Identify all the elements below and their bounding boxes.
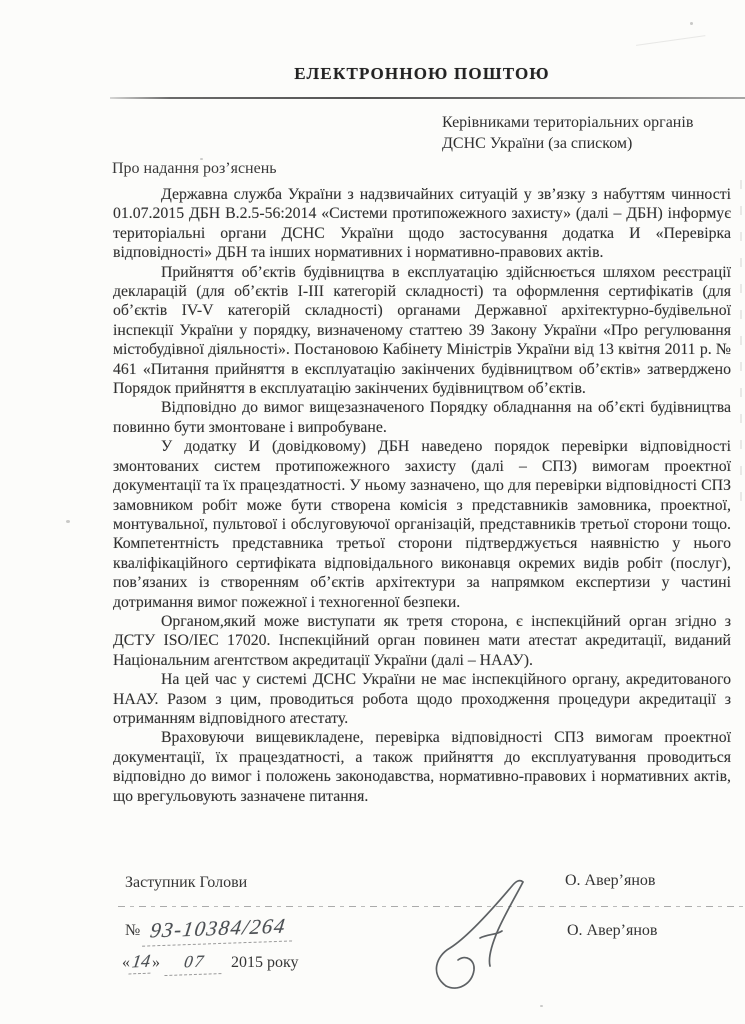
scan-edge-noise	[740, 180, 742, 510]
body-paragraphs	[113, 185, 731, 806]
scan-speck	[540, 1005, 543, 1007]
signer-name: О. Авер’янов	[565, 872, 656, 889]
addressee-block	[442, 112, 732, 154]
paragraph: Відповідно до вимог вищезазначеного Порядку обладнання на об’єкті будівництва повинно бути змонтоване і випробуване.	[113, 399, 731, 436]
signer-name-second: О. Авер’янов	[567, 922, 658, 939]
addressee-line1: Керівниками територіальних органів	[442, 114, 694, 131]
scan-speck	[66, 520, 70, 523]
paragraph: Враховуючи вищевикладене, перевірка відповідності СПЗ вимогам проектної документації, їх працездатності, а також прийняття до експлуатування проводиться відповідно до вимог і положень законодавства, нормативно-правових і нормативних актів, що врегульовують зазначене питання.	[113, 729, 731, 805]
registration-date-row	[122, 951, 299, 975]
subject-line: Про надання роз’яснень	[112, 160, 277, 177]
paragraph: У додатку И (довідковому) ДБН наведено порядок перевірки відповідності змонтованих систем протипожежного захисту (далі – СПЗ) вимогам проектної документації та їх працездатності. У ньому зазначено, що для перевірки відповідності СПЗ замовником робіт може бути створена комісія з представників замовника, проектної, монтувальної, пультової і обслуговуючої організацій, представників третьої сторони тощо. Компетентність представника третьої сторони підтверджується наявністю у нього кваліфікаційного сертифіката відповідального виконавця окремих видів робіт (послуг), пов’язаних із створенням об’єктів архітектури за напрямком експертизи у частині дотримання вимог пожежної і техногенної безпеки.	[113, 438, 731, 611]
paragraph: Державна служба України з надзвичайних ситуацій у зв’язку з набуттям чинності 01.07.2015 ДБН В.2.5-56:2014 «Системи протипожежного захисту» (далі – ДБН) інформує територіальні органи ДСНС України щодо застосування додатка И «Перевірка відповідності» ДБН та інших нормативних і нормативно-правових актів.	[113, 186, 731, 262]
open-quote: «	[122, 954, 130, 971]
close-quote: »	[152, 954, 160, 971]
scan-corner-mark	[635, 25, 706, 46]
scan-speck	[200, 158, 203, 160]
registration-number-row	[125, 913, 294, 944]
paragraph: На цей час у системі ДСНС України не має інспекційного органу, акредитованого НААУ. Разом з цим, проводиться робота щодо проходження процедури акредитації з отриманням відповідного атестату.	[113, 671, 731, 727]
day-handwritten: 14	[128, 951, 153, 975]
month-handwritten: 07	[164, 951, 224, 976]
header-rule	[110, 97, 745, 99]
paragraph: Органом,який може виступати як третя сторона, є інспекційний орган згідно з ДСТУ ISO/ІЕС 17020. Інспекційний орган повинен мати атестат акредитації, виданий Національним агентством акредитації України (далі – НААУ).	[113, 612, 731, 669]
scan-speck	[690, 22, 693, 25]
handwritten-signature-icon	[428, 878, 558, 993]
addressee-line2: ДСНС України (за списком)	[442, 135, 633, 152]
delivery-method-heading: ЕЛЕКТРОННОЮ ПОШТОЮ	[294, 64, 550, 83]
signer-position-title: Заступник Голови	[125, 874, 248, 891]
paragraph: Прийняття об’єктів будівництва в експлуатацію здійснюється шляхом реєстрації декларацій (для об’єктів І-ІІІ категорій складності) та оформлення сертифікатів (для об’єктів ІV-V категорій складності) органами Державної архітектурно-будівельної інспекції України у порядку, визначеному статтею 39 Закону України «Про регулювання містобудівної діяльності». Постановою Кабінету Міністрів України від 13 квітня 2011 р. № 461 «Питання прийняття в експлуатацію закінчених будівництвом об’єктів» затверджено Порядок прийняття в експлуатацію закінчених будівництвом об’єктів.	[113, 263, 731, 398]
year-label: 2015 року	[231, 954, 299, 971]
registration-number-handwritten: 93-10384/264	[142, 913, 296, 946]
registration-number-label: №	[125, 922, 141, 939]
